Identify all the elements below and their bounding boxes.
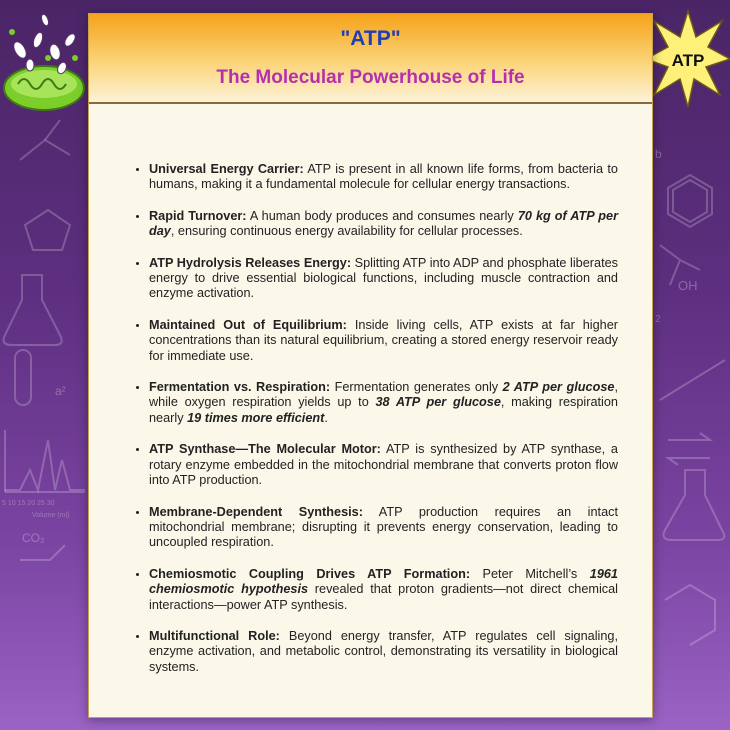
fact-lead: Universal Energy Carrier: <box>149 162 304 176</box>
fact-item <box>149 442 618 488</box>
fact-item <box>149 505 618 551</box>
card-header <box>89 14 652 104</box>
fact-lead: Rapid Turnover: <box>149 208 247 223</box>
fact-lead: ATP Hydrolysis Releases Energy: <box>149 255 352 270</box>
fact-lead: Membrane-Dependent Synthesis: <box>149 504 363 519</box>
atp-starburst-badge <box>646 9 730 109</box>
fact-text: , making respiration nearly <box>149 395 618 425</box>
bg-label-oh: OH <box>678 278 698 293</box>
fact-text: Peter Mitchell’s <box>470 566 590 581</box>
fact-text: revealed that proton gradients—not direct chemical interactions—power ATP synthesis. <box>149 582 619 612</box>
fact-item <box>149 629 618 675</box>
fact-text: Splitting ATP into ADP and phosphate liberates energy to drive essential biological functions, including muscle contraction and enzyme activation. <box>149 255 618 301</box>
fact-item <box>149 162 618 193</box>
page-title: "ATP" <box>340 27 401 50</box>
card-content <box>89 104 652 675</box>
fact-text: . <box>324 410 328 425</box>
fact-text: ATP production requires an intact mitochondrial membrane; disrupting it prevents energy conservation, leading to uncoupled respiration. <box>149 504 618 550</box>
fact-text: Inside living cells, ATP exists at far higher concentrations than its natural equilibrium, creating a stored energy reservoir ready for immediate use. <box>149 317 619 363</box>
bg-label-volume: Volume (ml) <box>32 512 70 519</box>
mitochondrion-illustration <box>0 10 90 115</box>
fact-lead: Fermentation vs. Respiration: <box>149 380 331 395</box>
fact-lead: Maintained Out of Equilibrium: <box>149 317 347 332</box>
fact-text: , while oxygen respiration yields up to <box>149 380 618 410</box>
fact-item <box>149 567 618 613</box>
bg-label-axis-ticks: 5 10 15 20 25 30 <box>2 500 55 507</box>
bg-label-co2: CO₂ <box>22 531 45 545</box>
fact-emphasis: 1961 chemiosmotic hypothesis <box>149 566 618 597</box>
bg-label-subscript: 2 <box>655 314 661 325</box>
fact-lead: Multifunctional Role: <box>149 628 280 643</box>
fact-text: A human body produces and consumes nearly <box>246 208 518 223</box>
fact-item <box>149 256 618 302</box>
fact-lead: ATP Synthase—The Molecular Motor: <box>149 442 381 457</box>
fact-item <box>149 209 618 240</box>
fact-text: ATP is present in all known life forms, from bacteria to humans, making it a fundamental molecule for cellular energy transactions. <box>149 162 618 192</box>
page-subtitle: The Molecular Powerhouse of Life <box>216 67 525 88</box>
atp-badge-label: ATP <box>671 51 705 70</box>
fact-text: , ensuring continuous energy availability for cellular processes. <box>170 224 523 239</box>
fact-list <box>125 162 618 675</box>
bg-label-a2: a² <box>55 384 66 398</box>
fact-emphasis: 19 times more efficient <box>187 410 325 425</box>
fact-emphasis: 2 ATP per glucose <box>502 380 615 395</box>
fact-emphasis: 70 kg of ATP per day <box>149 208 619 239</box>
fact-text: Beyond energy transfer, ATP regulates cell signaling, enzyme activation, and metabolic control, demonstrating its versatility in biological systems. <box>149 628 618 674</box>
fact-lead: Chemiosmotic Coupling Drives ATP Formation: <box>149 566 471 581</box>
fact-emphasis: 38 ATP per glucose <box>375 395 501 410</box>
fact-text: Fermentation generates only <box>330 380 503 395</box>
fact-item <box>149 380 618 426</box>
fact-text: ATP is synthesized by ATP synthase, a rotary enzyme embedded in the mitochondrial membrane that converts proton flow into ATP production. <box>149 442 618 488</box>
bg-label-b: b <box>655 147 662 161</box>
info-card <box>88 13 653 718</box>
fact-item <box>149 318 618 364</box>
